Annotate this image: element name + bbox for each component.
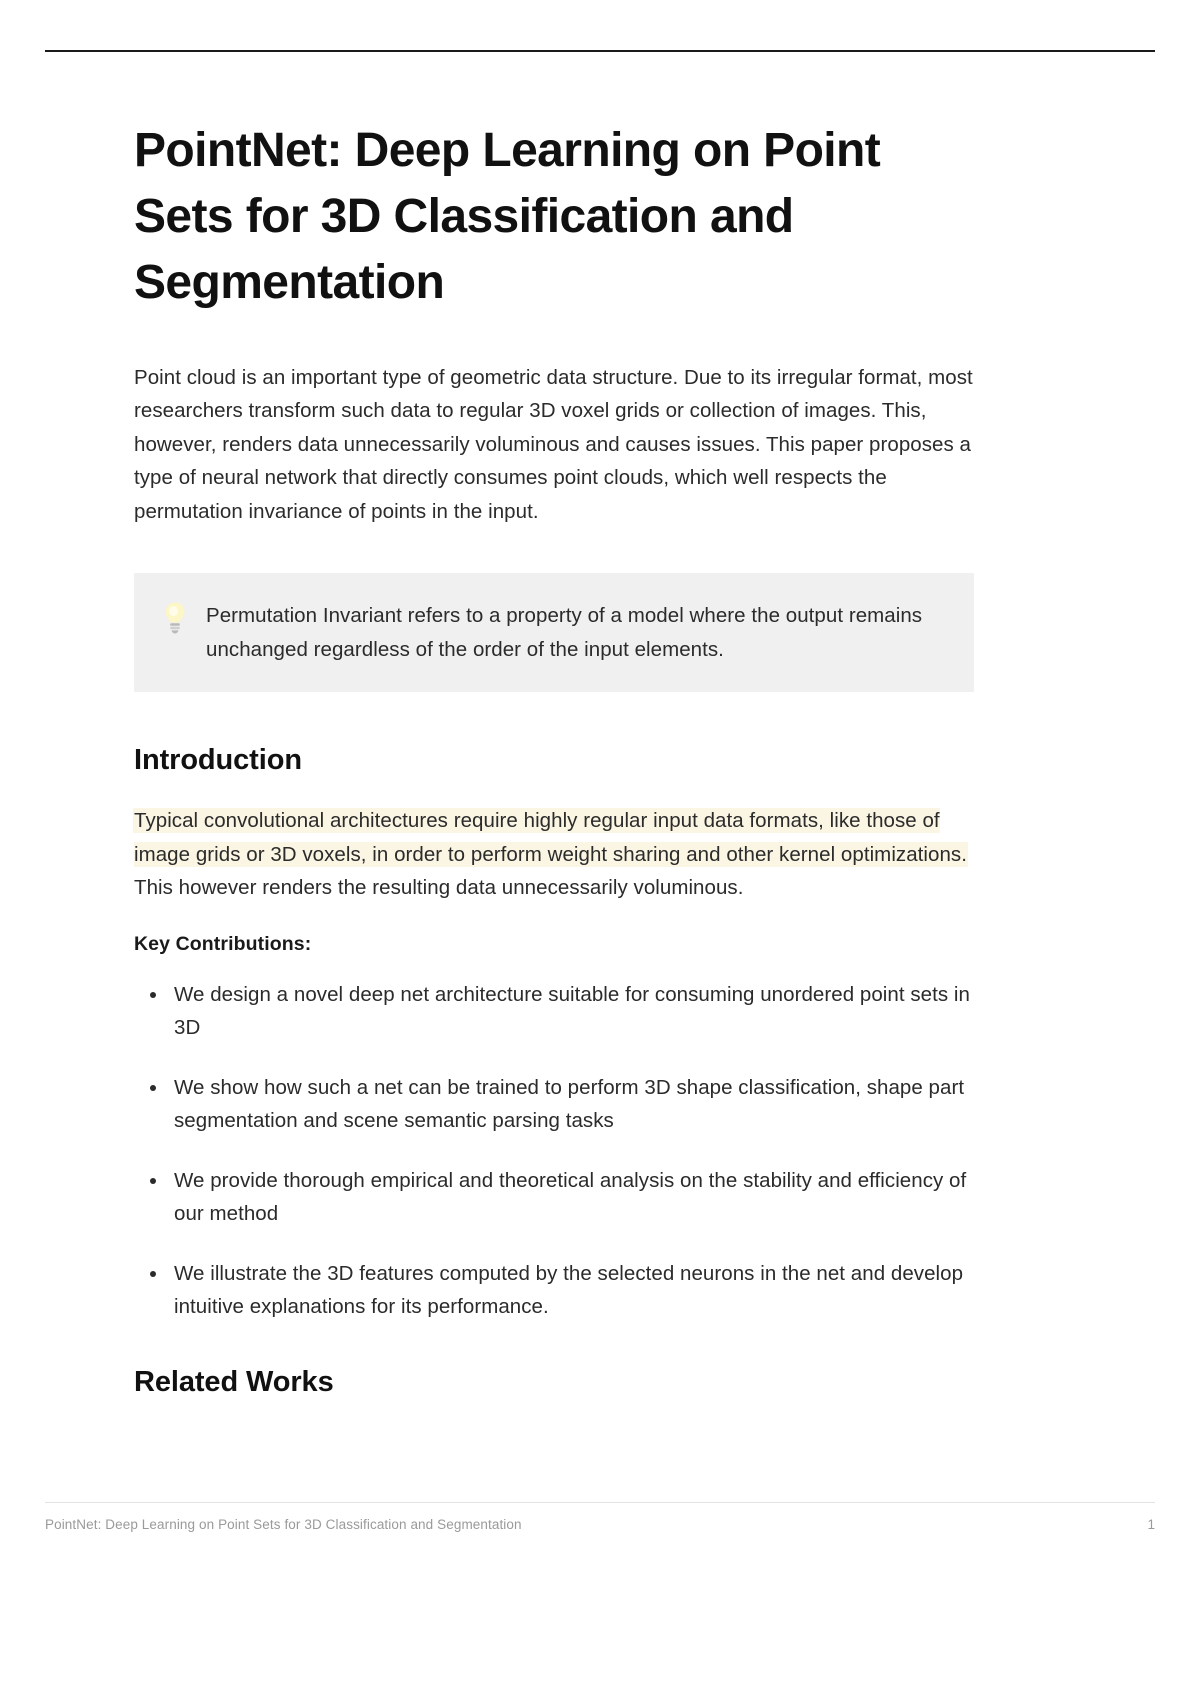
abstract-paragraph: Point cloud is an important type of geometric data structure. Due to its irregular format, most researchers transform such data to regular 3D voxel grids or collection of images. This, however, renders data unnecessarily voluminous and causes issues. This paper proposes a type of neural network that directly consumes point clouds, which well respects the permutation invariance of points in the input. [134, 365, 973, 523]
introduction-paragraph [134, 804, 974, 905]
info-callout [134, 573, 974, 692]
footer-page-number: 1 [1147, 1517, 1155, 1532]
list-item: We provide thorough empirical and theoretical analysis on the stability and efficiency of our method [134, 1164, 974, 1231]
highlighted-text: Typical convolutional architectures require highly regular input data formats, like those of image grids or 3D voxels, in order to perform weight sharing and other kernel optimizations. [134, 809, 967, 866]
section-heading-introduction: Introduction [134, 744, 302, 777]
list-item: We show how such a net can be trained to perform 3D shape classification, shape part segmentation and scene semantic parsing tasks [134, 1071, 974, 1138]
page-content [134, 118, 974, 1426]
footer-title: PointNet: Deep Learning on Point Sets for 3D Classification and Segmentation [45, 1517, 522, 1532]
callout-text: Permutation Invariant refers to a property of a model where the output remains unchanged regardless of the order of the input elements. [206, 604, 923, 661]
list-item: We design a novel deep net architecture suitable for consuming unordered point sets in 3D [134, 978, 974, 1045]
page-footer [45, 1502, 1155, 1532]
key-contributions-label: Key Contributions: [134, 932, 312, 955]
page-title: PointNet: Deep Learning on Point Sets for 3D Classification and Segmentation [134, 124, 881, 310]
introduction-paragraph-rest: This however renders the resulting data unnecessarily voluminous. [134, 876, 744, 900]
key-contributions-list [134, 978, 974, 1324]
list-item: We illustrate the 3D features computed by the selected neurons in the net and develop intuitive explanations for its performance. [134, 1257, 974, 1324]
lightbulb-icon [162, 601, 188, 635]
page-top-rule [45, 50, 1155, 52]
section-heading-related-works: Related Works [134, 1365, 334, 1398]
